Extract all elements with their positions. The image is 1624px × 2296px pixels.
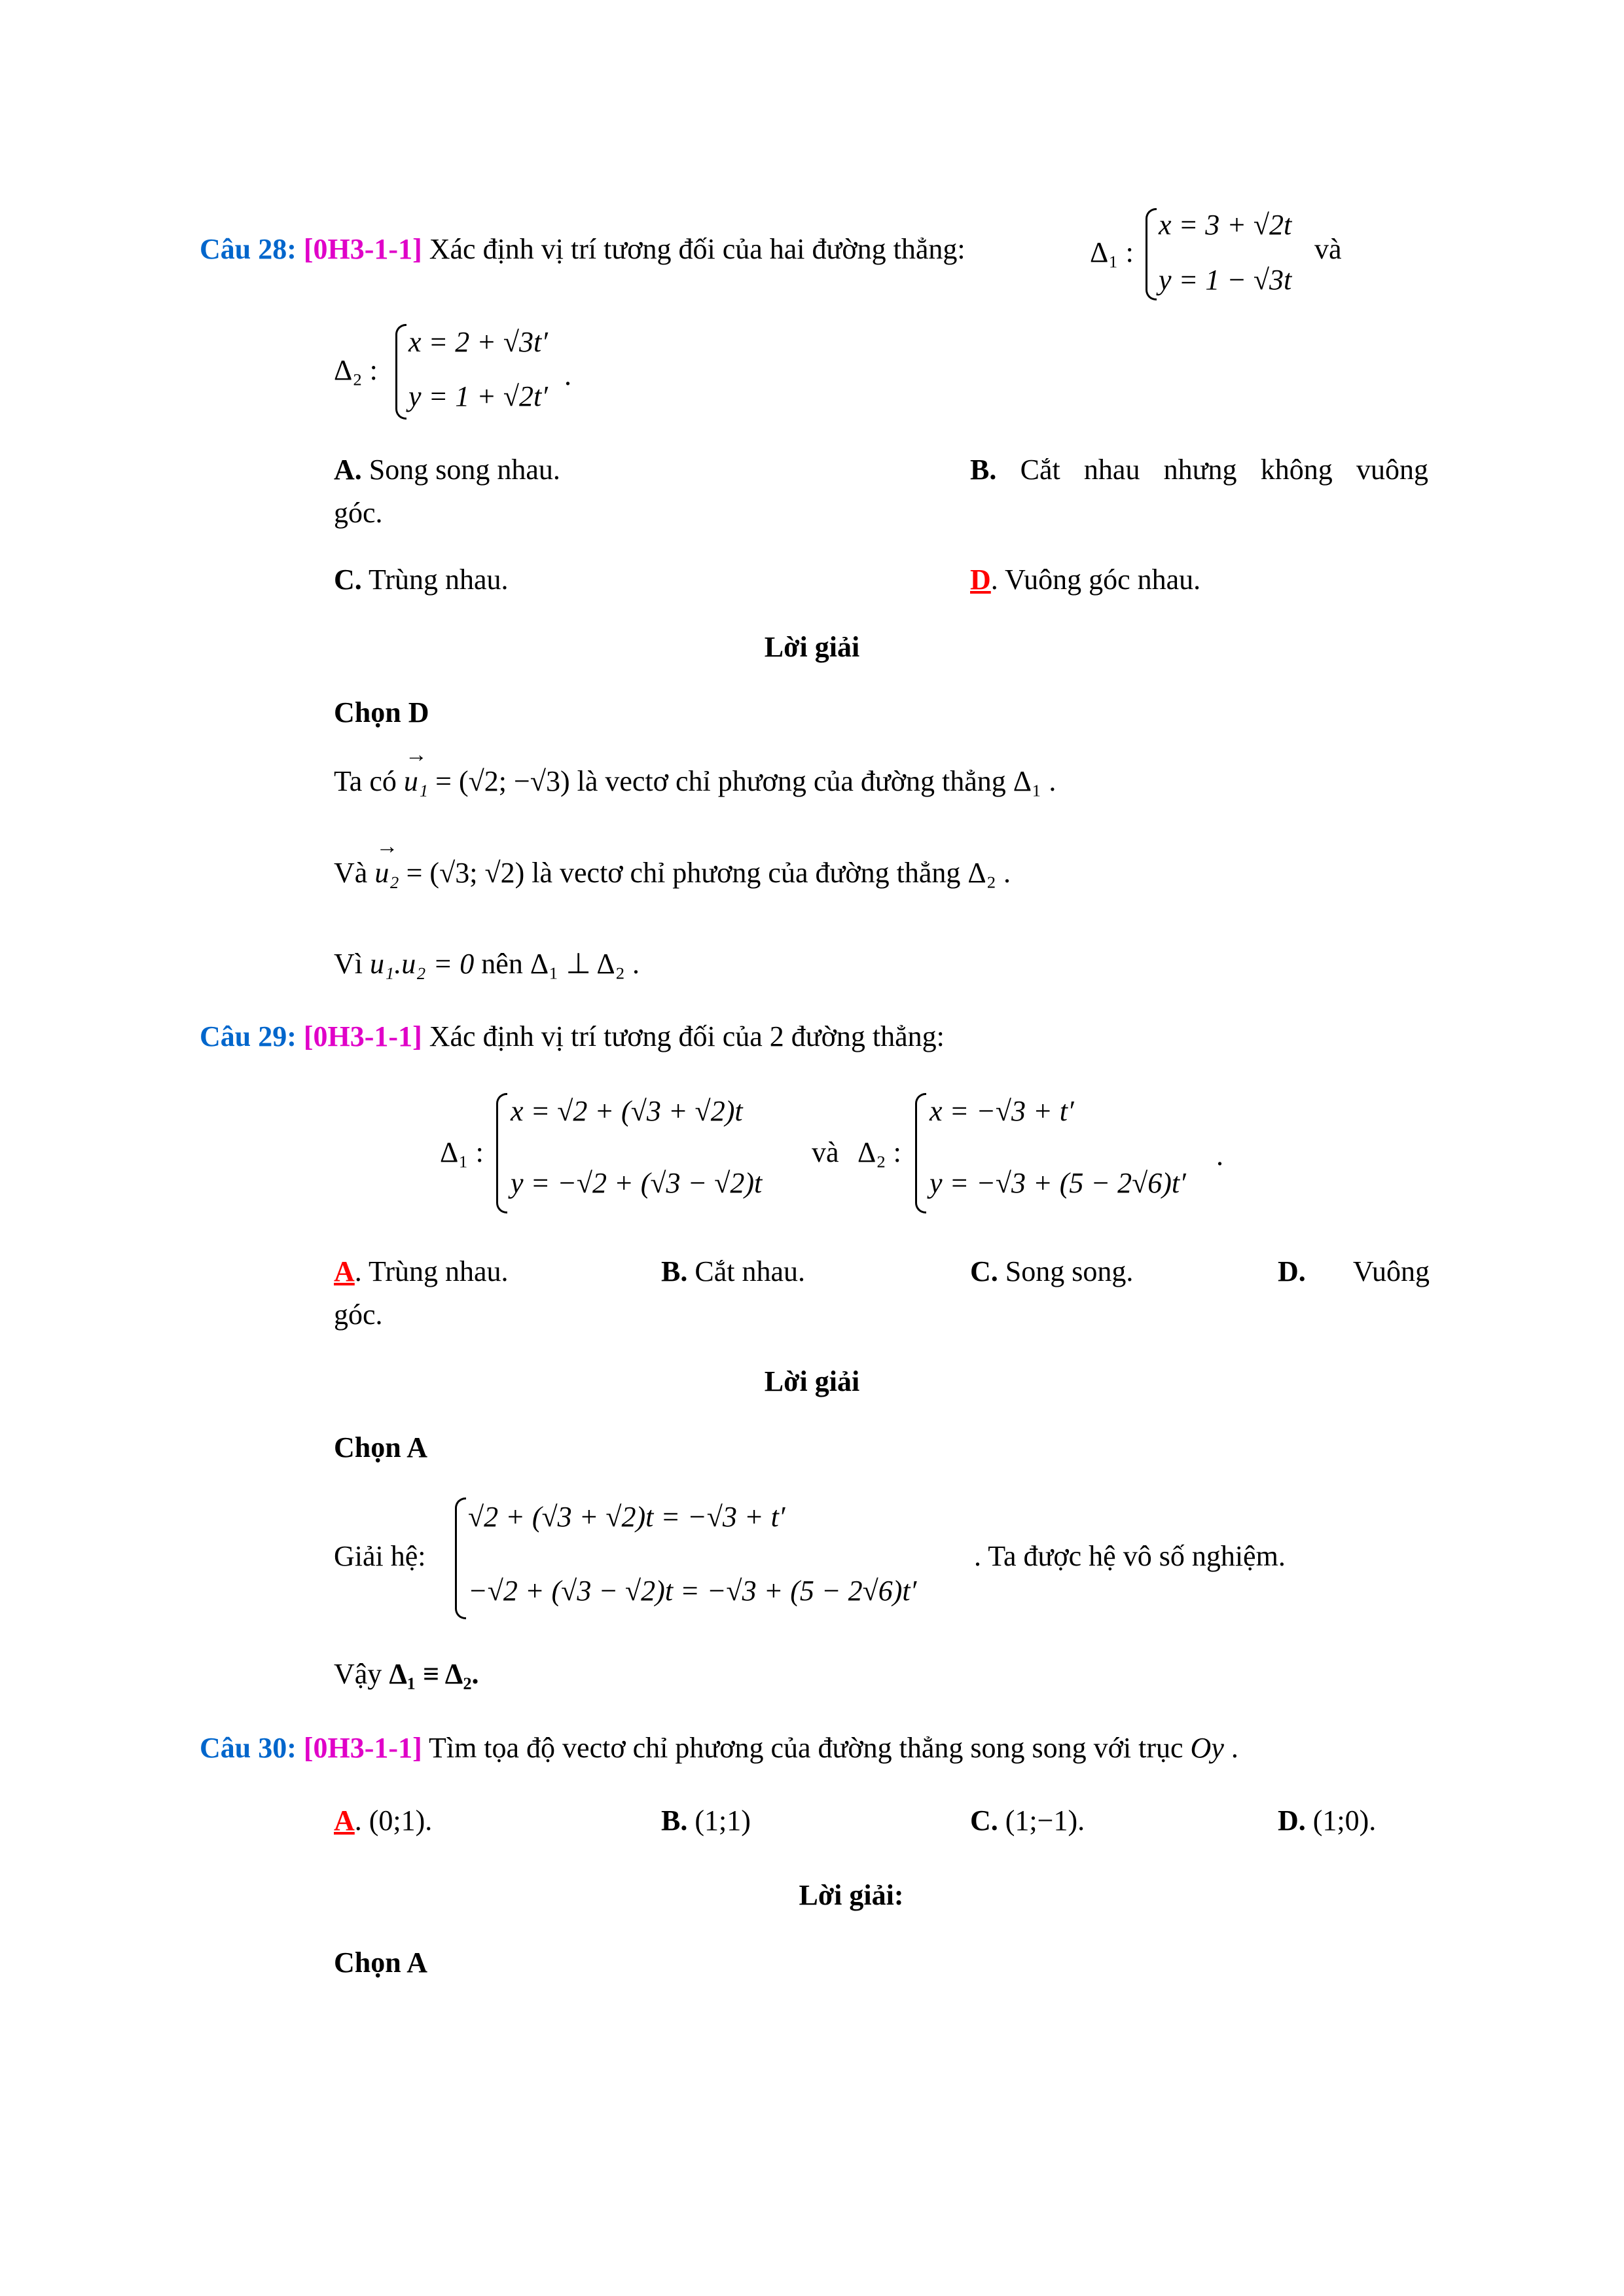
q29-question-text: Xác định vị trí tương đối của 2 đường thẳng:	[429, 1020, 945, 1052]
q29-conclusion-b: Δ₁ ≡ Δ₂.	[389, 1658, 479, 1690]
q29-conclusion	[334, 1657, 479, 1692]
q28-solution-title: Lời giải	[764, 631, 860, 663]
q29-system-eq1: √2 + (√3 + √2)t = −√3 + t′	[468, 1501, 785, 1533]
q29-number: Câu 29:	[200, 1020, 297, 1052]
q29-delta1-label: Δ₁ :	[440, 1136, 484, 1168]
q28-option-b-letter: B.	[970, 454, 997, 486]
q29-conclusion-a: Vậy	[334, 1658, 382, 1690]
q30-option-b[interactable]	[661, 1804, 751, 1839]
q28-tag: [0H3-1-1]	[303, 233, 422, 265]
q28-delta2-label: Δ₂ :	[334, 354, 378, 386]
q29-header	[200, 1020, 945, 1054]
q28-option-b-line1: Cắt nhau nhưng không vuông	[1020, 454, 1428, 486]
q28-line2-b: = (√3; √2)	[406, 857, 525, 889]
q30-axis: Oy	[1190, 1732, 1224, 1764]
q29-solution-title: Lời giải	[764, 1365, 860, 1397]
q29-option-b[interactable]	[661, 1255, 805, 1289]
q30-option-c[interactable]	[970, 1804, 1085, 1839]
q29-option-b-text: Cắt nhau.	[695, 1255, 805, 1287]
q30-question-text: Tìm tọa độ vectơ chỉ phương của đường thẳng song song với trục	[428, 1732, 1183, 1764]
q29-tag: [0H3-1-1]	[303, 1020, 422, 1052]
q28-line2-vector: → u₂	[374, 856, 399, 891]
q30-tag: [0H3-1-1]	[303, 1732, 422, 1764]
q30-option-d-text: (1;0).	[1312, 1804, 1377, 1837]
q29-option-c-letter: C.	[970, 1255, 998, 1287]
q28-header	[200, 232, 965, 267]
q28-option-c-text: Trùng nhau.	[369, 564, 509, 596]
q29-delta1-eq1: x = √2 + (√3 + √2)t	[511, 1095, 743, 1127]
q28-line2-a: Và	[334, 857, 368, 889]
q28-option-d[interactable]	[970, 563, 1200, 598]
q28-delta2-brace	[395, 324, 406, 420]
q29-option-wrap: góc.	[334, 1299, 383, 1331]
q29-solve-label: Giải hệ:	[334, 1540, 426, 1572]
q28-option-d-letter: D	[970, 564, 991, 596]
q29-period: .	[1216, 1139, 1223, 1172]
q28-period: .	[564, 359, 571, 391]
q28-option-c-letter: C.	[334, 564, 362, 596]
q29-and: và	[812, 1136, 839, 1168]
q29-option-d[interactable]	[1278, 1255, 1430, 1289]
q29-option-c-text: Song song.	[1005, 1255, 1134, 1287]
q28-line2-c: là vectơ chỉ phương của đường thẳng Δ₂ .	[532, 857, 1011, 889]
q29-option-c[interactable]	[970, 1255, 1133, 1289]
q28-delta1-label: Δ₁ :	[1090, 236, 1134, 268]
q28-option-a[interactable]	[334, 453, 560, 488]
q28-line1-b: = (√2; −√3)	[435, 765, 570, 797]
q30-period: .	[1231, 1732, 1238, 1764]
q28-delta2-eq2: y = 1 + √2t′	[408, 380, 548, 412]
q29-delta2-brace	[915, 1093, 926, 1213]
q28-number: Câu 28:	[200, 233, 297, 265]
q28-delta1-eq1: x = 3 + √2t	[1159, 209, 1292, 241]
q30-option-a-letter: A	[334, 1804, 355, 1837]
q30-option-b-letter: B.	[661, 1804, 688, 1837]
q29-option-d-text: Vuông	[1352, 1255, 1430, 1287]
q29-option-a-text: . Trùng nhau.	[354, 1255, 509, 1287]
q30-option-a-text: . (0;1).	[354, 1804, 433, 1837]
q29-option-a-letter: A	[334, 1255, 355, 1287]
q28-line3-b: u₁.u₂ = 0	[370, 948, 475, 980]
q29-delta1-brace	[496, 1093, 507, 1213]
q28-delta1-eq2: y = 1 − √3t	[1159, 264, 1292, 296]
q30-option-b-text: (1;1)	[695, 1804, 751, 1837]
q29-option-b-letter: B.	[661, 1255, 688, 1287]
q30-option-c-letter: C.	[970, 1804, 998, 1837]
q28-choose: Chọn D	[334, 696, 429, 728]
q30-option-d-letter: D.	[1278, 1804, 1306, 1837]
q28-option-b[interactable]	[970, 453, 1428, 488]
q28-option-a-text: Song song nhau.	[369, 454, 560, 486]
q30-option-d[interactable]	[1278, 1804, 1376, 1839]
q29-system-eq2: −√2 + (√3 − √2)t = −√3 + (5 − 2√6)t′	[468, 1575, 917, 1607]
q28-option-c[interactable]	[334, 563, 509, 598]
q29-option-a[interactable]	[334, 1255, 509, 1289]
q30-choose: Chọn A	[334, 1946, 428, 1979]
q29-choose: Chọn A	[334, 1431, 428, 1463]
q28-solution-line3	[334, 947, 640, 982]
q28-delta1-brace	[1146, 208, 1157, 300]
q28-line1-a: Ta có	[334, 765, 397, 797]
q29-delta2-eq1: x = −√3 + t′	[929, 1095, 1074, 1127]
q28-line1-c: là vectơ chỉ phương của đường thẳng Δ₁ .	[577, 765, 1056, 797]
q28-line1-vector: → u₁	[404, 764, 428, 799]
q30-solution-title: Lời giải:	[799, 1879, 904, 1911]
q29-delta2-label: Δ₂ :	[857, 1136, 901, 1168]
q28-solution-line1	[334, 764, 1056, 799]
q29-solve-result: . Ta được hệ vô số nghiệm.	[974, 1540, 1286, 1572]
q28-option-a-letter: A.	[334, 454, 362, 486]
q29-delta1-eq2: y = −√2 + (√3 − √2)t	[511, 1167, 763, 1199]
q28-line3-c: nên Δ₁ ⊥ Δ₂ .	[481, 948, 640, 980]
q30-option-c-text: (1;−1).	[1005, 1804, 1085, 1837]
q28-and: và	[1314, 233, 1342, 265]
q28-option-b-wrap: góc.	[334, 497, 383, 529]
q30-number: Câu 30:	[200, 1732, 297, 1764]
q29-delta2-eq2: y = −√3 + (5 − 2√6)t′	[929, 1167, 1186, 1199]
q28-delta2-eq1: x = 2 + √3t′	[408, 326, 548, 358]
q28-option-d-text: . Vuông góc nhau.	[990, 564, 1201, 596]
q28-solution-line2	[334, 856, 1011, 891]
q30-header	[200, 1731, 1238, 1766]
q29-option-d-letter: D.	[1278, 1255, 1306, 1287]
q28-question-text: Xác định vị trí tương đối của hai đường thẳng:	[429, 233, 965, 265]
q28-line3-a: Vì	[334, 948, 363, 980]
q30-option-a[interactable]	[334, 1804, 432, 1839]
q29-system-brace	[455, 1498, 466, 1619]
